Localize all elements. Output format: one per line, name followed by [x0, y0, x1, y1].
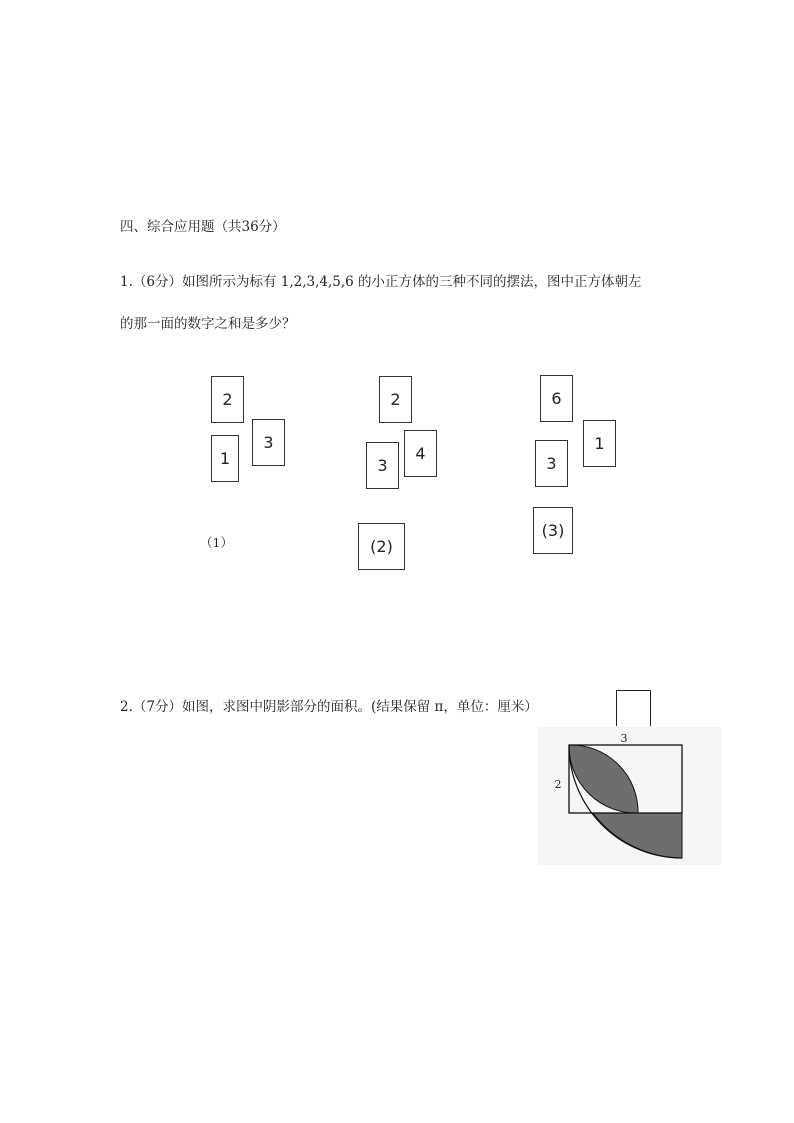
cube-2-face-top: 2: [379, 376, 412, 423]
scan-mark-bracket-left: [616, 690, 617, 726]
cube-3-face-front: 3: [535, 440, 568, 487]
question-1-text-line-1: 1.（6分）如图所示为标有 1,2,3,4,5,6 的小正方体的三种不同的摆法，图中正方体朝左: [120, 274, 642, 290]
section-heading: 四、综合应用题（共36分）: [120, 219, 286, 235]
cube-1-face-front: 1: [211, 435, 239, 482]
cube-1-face-right: 3: [252, 419, 285, 466]
cube-2-face-right: 4: [404, 430, 437, 477]
figure-height-label: 2: [554, 778, 562, 791]
cube-2-caption: (2): [358, 523, 405, 570]
cube-1-caption: （1）: [200, 535, 233, 550]
cube-2-face-front: 3: [366, 442, 399, 489]
question-2-text: 2.（7分）如图，求图中阴影部分的面积。(结果保留 π，单位：厘米）: [120, 699, 538, 715]
question-1-text-line-2: 的那一面的数字之和是多少？: [120, 316, 296, 332]
cube-3-face-top: 6: [540, 375, 573, 422]
shaded-area-figure: [538, 727, 722, 865]
cube-3-face-right: 1: [583, 420, 616, 467]
cube-3-caption: (3): [533, 507, 573, 554]
scan-mark-bracket-right: [650, 690, 651, 726]
cube-1-face-top: 2: [211, 376, 244, 423]
scan-mark-bracket-top: [616, 690, 650, 691]
figure-width-label: 3: [620, 732, 628, 745]
